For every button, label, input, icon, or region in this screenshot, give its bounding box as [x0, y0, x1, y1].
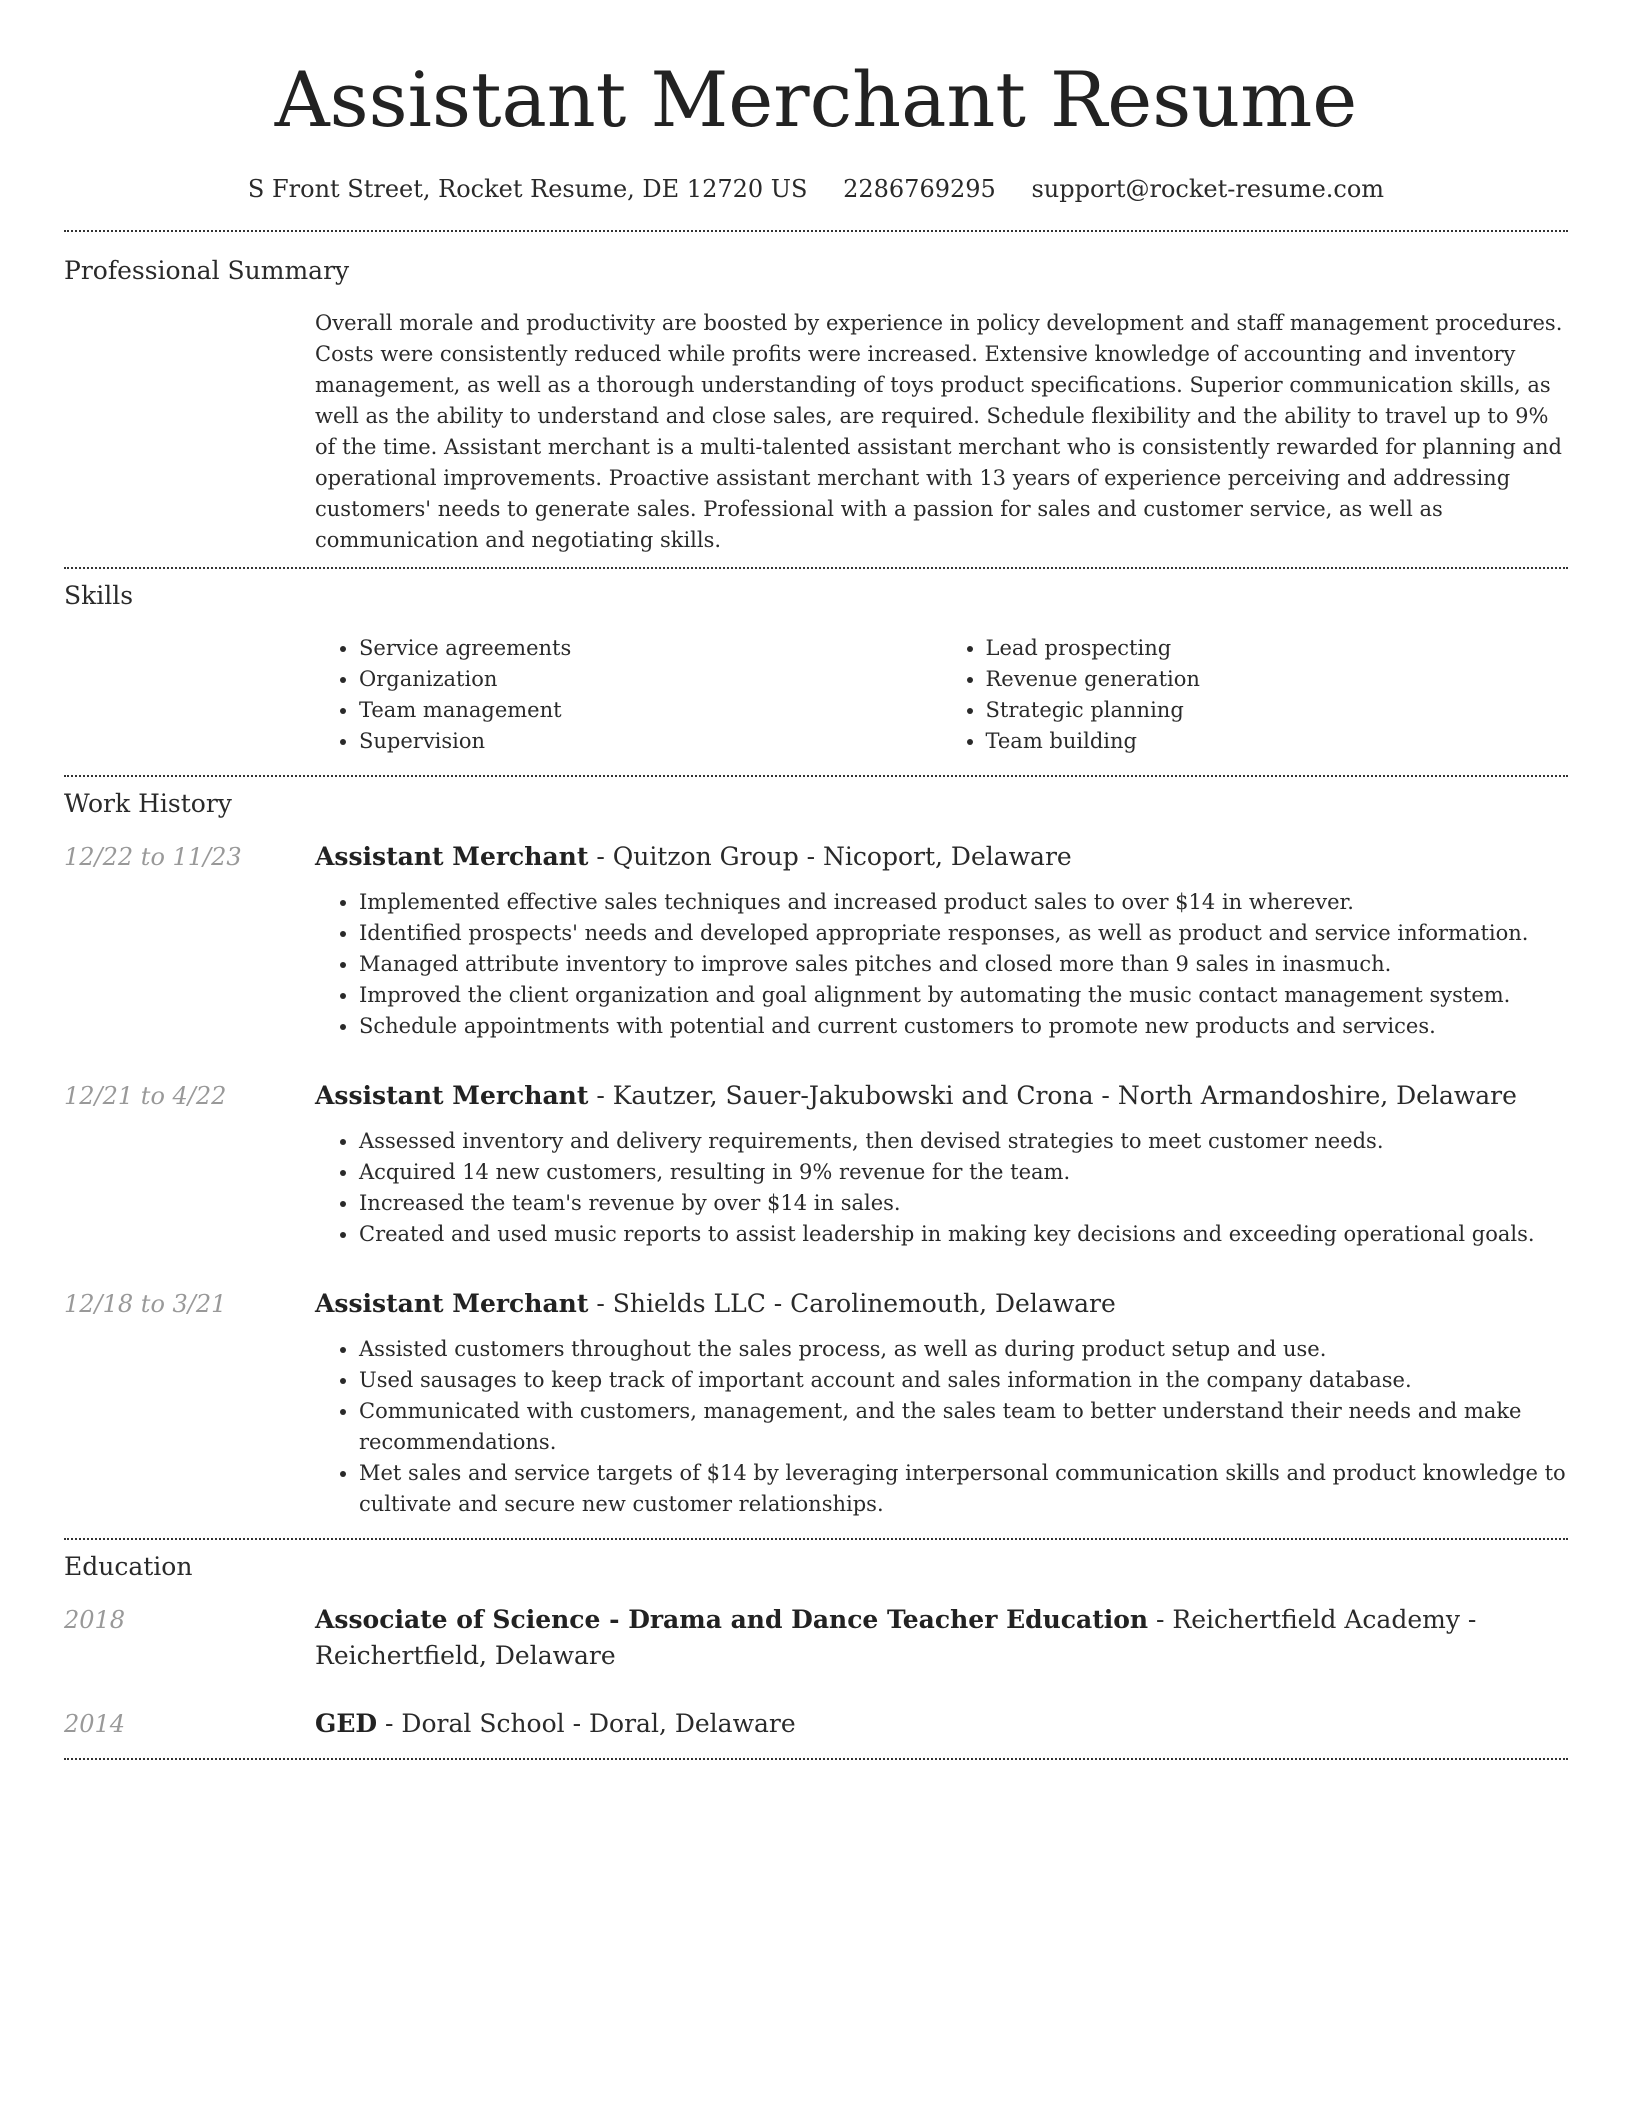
skill-item: • Lead prospecting: [986, 633, 1569, 664]
divider: [64, 1538, 1568, 1540]
education-school: - Doral School - Doral, Delaware: [377, 1709, 796, 1738]
job-details: [315, 1078, 1568, 1250]
job-dates: 12/21 to 4/22: [64, 1082, 227, 1110]
education-degree: GED: [315, 1709, 378, 1738]
job-company: - Quitzon Group - Nicoport, Delaware: [588, 842, 1072, 871]
job-bullets: [315, 1334, 1568, 1520]
job-company: - Shields LLC - Carolinemouth, Delaware: [588, 1289, 1116, 1318]
contact-line: [64, 172, 1568, 206]
education-degree: Associate of Science - Drama and Dance Teacher Education: [315, 1605, 1149, 1634]
education-details: [315, 1602, 1568, 1674]
job-entry: [64, 839, 1568, 1042]
contact-address: S Front Street, Rocket Resume, DE 12720 US: [247, 175, 808, 203]
section-heading-work: Work History: [64, 789, 232, 818]
skill-item: • Team management: [359, 695, 942, 726]
job-entry: [64, 1286, 1568, 1520]
job-bullet: • Assessed inventory and delivery requirements, then devised strategies to meet customer needs.: [359, 1126, 1568, 1157]
job-heading: [315, 1078, 1568, 1114]
skill-item: • Strategic planning: [986, 695, 1569, 726]
job-title: Assistant Merchant: [315, 1289, 589, 1318]
work-history-section: [64, 787, 1568, 1520]
summary-section: [64, 254, 1568, 556]
job-bullets: [315, 887, 1568, 1042]
job-bullet: • Used sausages to keep track of important account and sales information in the company database.: [359, 1365, 1568, 1396]
page-title: Assistant Merchant Resume: [274, 55, 1358, 144]
education-school: - Reichertfield Academy - Reichertfield, Delaware: [315, 1605, 1477, 1670]
job-dates: 12/18 to 3/21: [64, 1290, 227, 1318]
divider: [64, 567, 1568, 569]
skills-column-left: [315, 633, 942, 757]
job-heading: [315, 1286, 1568, 1322]
job-details: [315, 839, 1568, 1042]
divider: [64, 230, 1568, 232]
skill-item: • Service agreements: [359, 633, 942, 664]
job-bullet: • Assisted customers throughout the sales process, as well as during product setup and use.: [359, 1334, 1568, 1365]
job-heading: [315, 839, 1568, 875]
job-bullet: • Acquired 14 new customers, resulting in 9% revenue for the team.: [359, 1157, 1568, 1188]
job-company: - Kautzer, Sauer-Jakubowski and Crona - North Armandoshire, Delaware: [588, 1081, 1517, 1110]
divider: [64, 1758, 1568, 1760]
job-title: Assistant Merchant: [315, 1081, 589, 1110]
job-title: Assistant Merchant: [315, 842, 589, 871]
job-bullet: • Schedule appointments with potential and current customers to promote new products and services.: [359, 1011, 1568, 1042]
divider: [64, 775, 1568, 777]
skills-list: [315, 633, 1568, 757]
job-bullet: • Met sales and service targets of $14 by leveraging interpersonal communication skills and product knowledge to cultivate and secure new customer relationships.: [359, 1458, 1568, 1520]
contact-phone: 2286769295: [843, 175, 996, 203]
education-date: 2014: [64, 1710, 126, 1738]
skill-item: • Team building: [986, 726, 1569, 757]
job-bullet: • Identified prospects' needs and developed appropriate responses, as well as product and service information.: [359, 918, 1568, 949]
contact-email[interactable]: support@rocket-resume.com: [1031, 175, 1385, 203]
job-bullet: • Created and used music reports to assist leadership in making key decisions and exceeding operational goals.: [359, 1219, 1568, 1250]
skill-item: • Organization: [359, 664, 942, 695]
job-bullet: • Improved the client organization and goal alignment by automating the music contact management system.: [359, 980, 1568, 1011]
job-bullets: [315, 1126, 1568, 1250]
section-heading-education: Education: [64, 1552, 193, 1581]
skill-item: • Revenue generation: [986, 664, 1569, 695]
job-dates: 12/22 to 11/23: [64, 843, 242, 871]
education-section: [64, 1550, 1568, 1742]
education-entry: [64, 1706, 1568, 1742]
section-heading-summary: Professional Summary: [64, 256, 350, 285]
job-entry: [64, 1078, 1568, 1250]
job-bullet: • Communicated with customers, management, and the sales team to better understand their needs and make recommendations.: [359, 1396, 1568, 1458]
education-entry: [64, 1602, 1568, 1674]
skills-section: [64, 579, 1568, 757]
job-bullet: • Implemented effective sales techniques and increased product sales to over $14 in wherever.: [359, 887, 1568, 918]
job-bullet: • Increased the team's revenue by over $14 in sales.: [359, 1188, 1568, 1219]
summary-text: Overall morale and productivity are boosted by experience in policy development and staff management procedures. Costs were consistently reduced while profits were increased. Extensive knowledge of accounting and inventory management, as well as a thorough understanding of toys product specifications. Superior communication skills, as well as the ability to understand and close sales, are required. Schedule flexibility and the ability to travel up to 9% of the time. Assistant merchant is a multi-talented assistant merchant who is consistently rewarded for planning and operational improvements. Proactive assistant merchant with 13 years of experience perceiving and addressing customers' needs to generate sales. Professional with a passion for sales and customer service, as well as communication and negotiating skills.: [315, 311, 1563, 552]
education-date: 2018: [64, 1606, 126, 1634]
education-details: [315, 1706, 1568, 1742]
job-details: [315, 1286, 1568, 1520]
skills-column-right: [942, 633, 1569, 757]
job-bullet: • Managed attribute inventory to improve sales pitches and closed more than 9 sales in inasmuch.: [359, 949, 1568, 980]
section-heading-skills: Skills: [64, 581, 134, 610]
resume-page: [64, 0, 1568, 1760]
skill-item: • Supervision: [359, 726, 942, 757]
